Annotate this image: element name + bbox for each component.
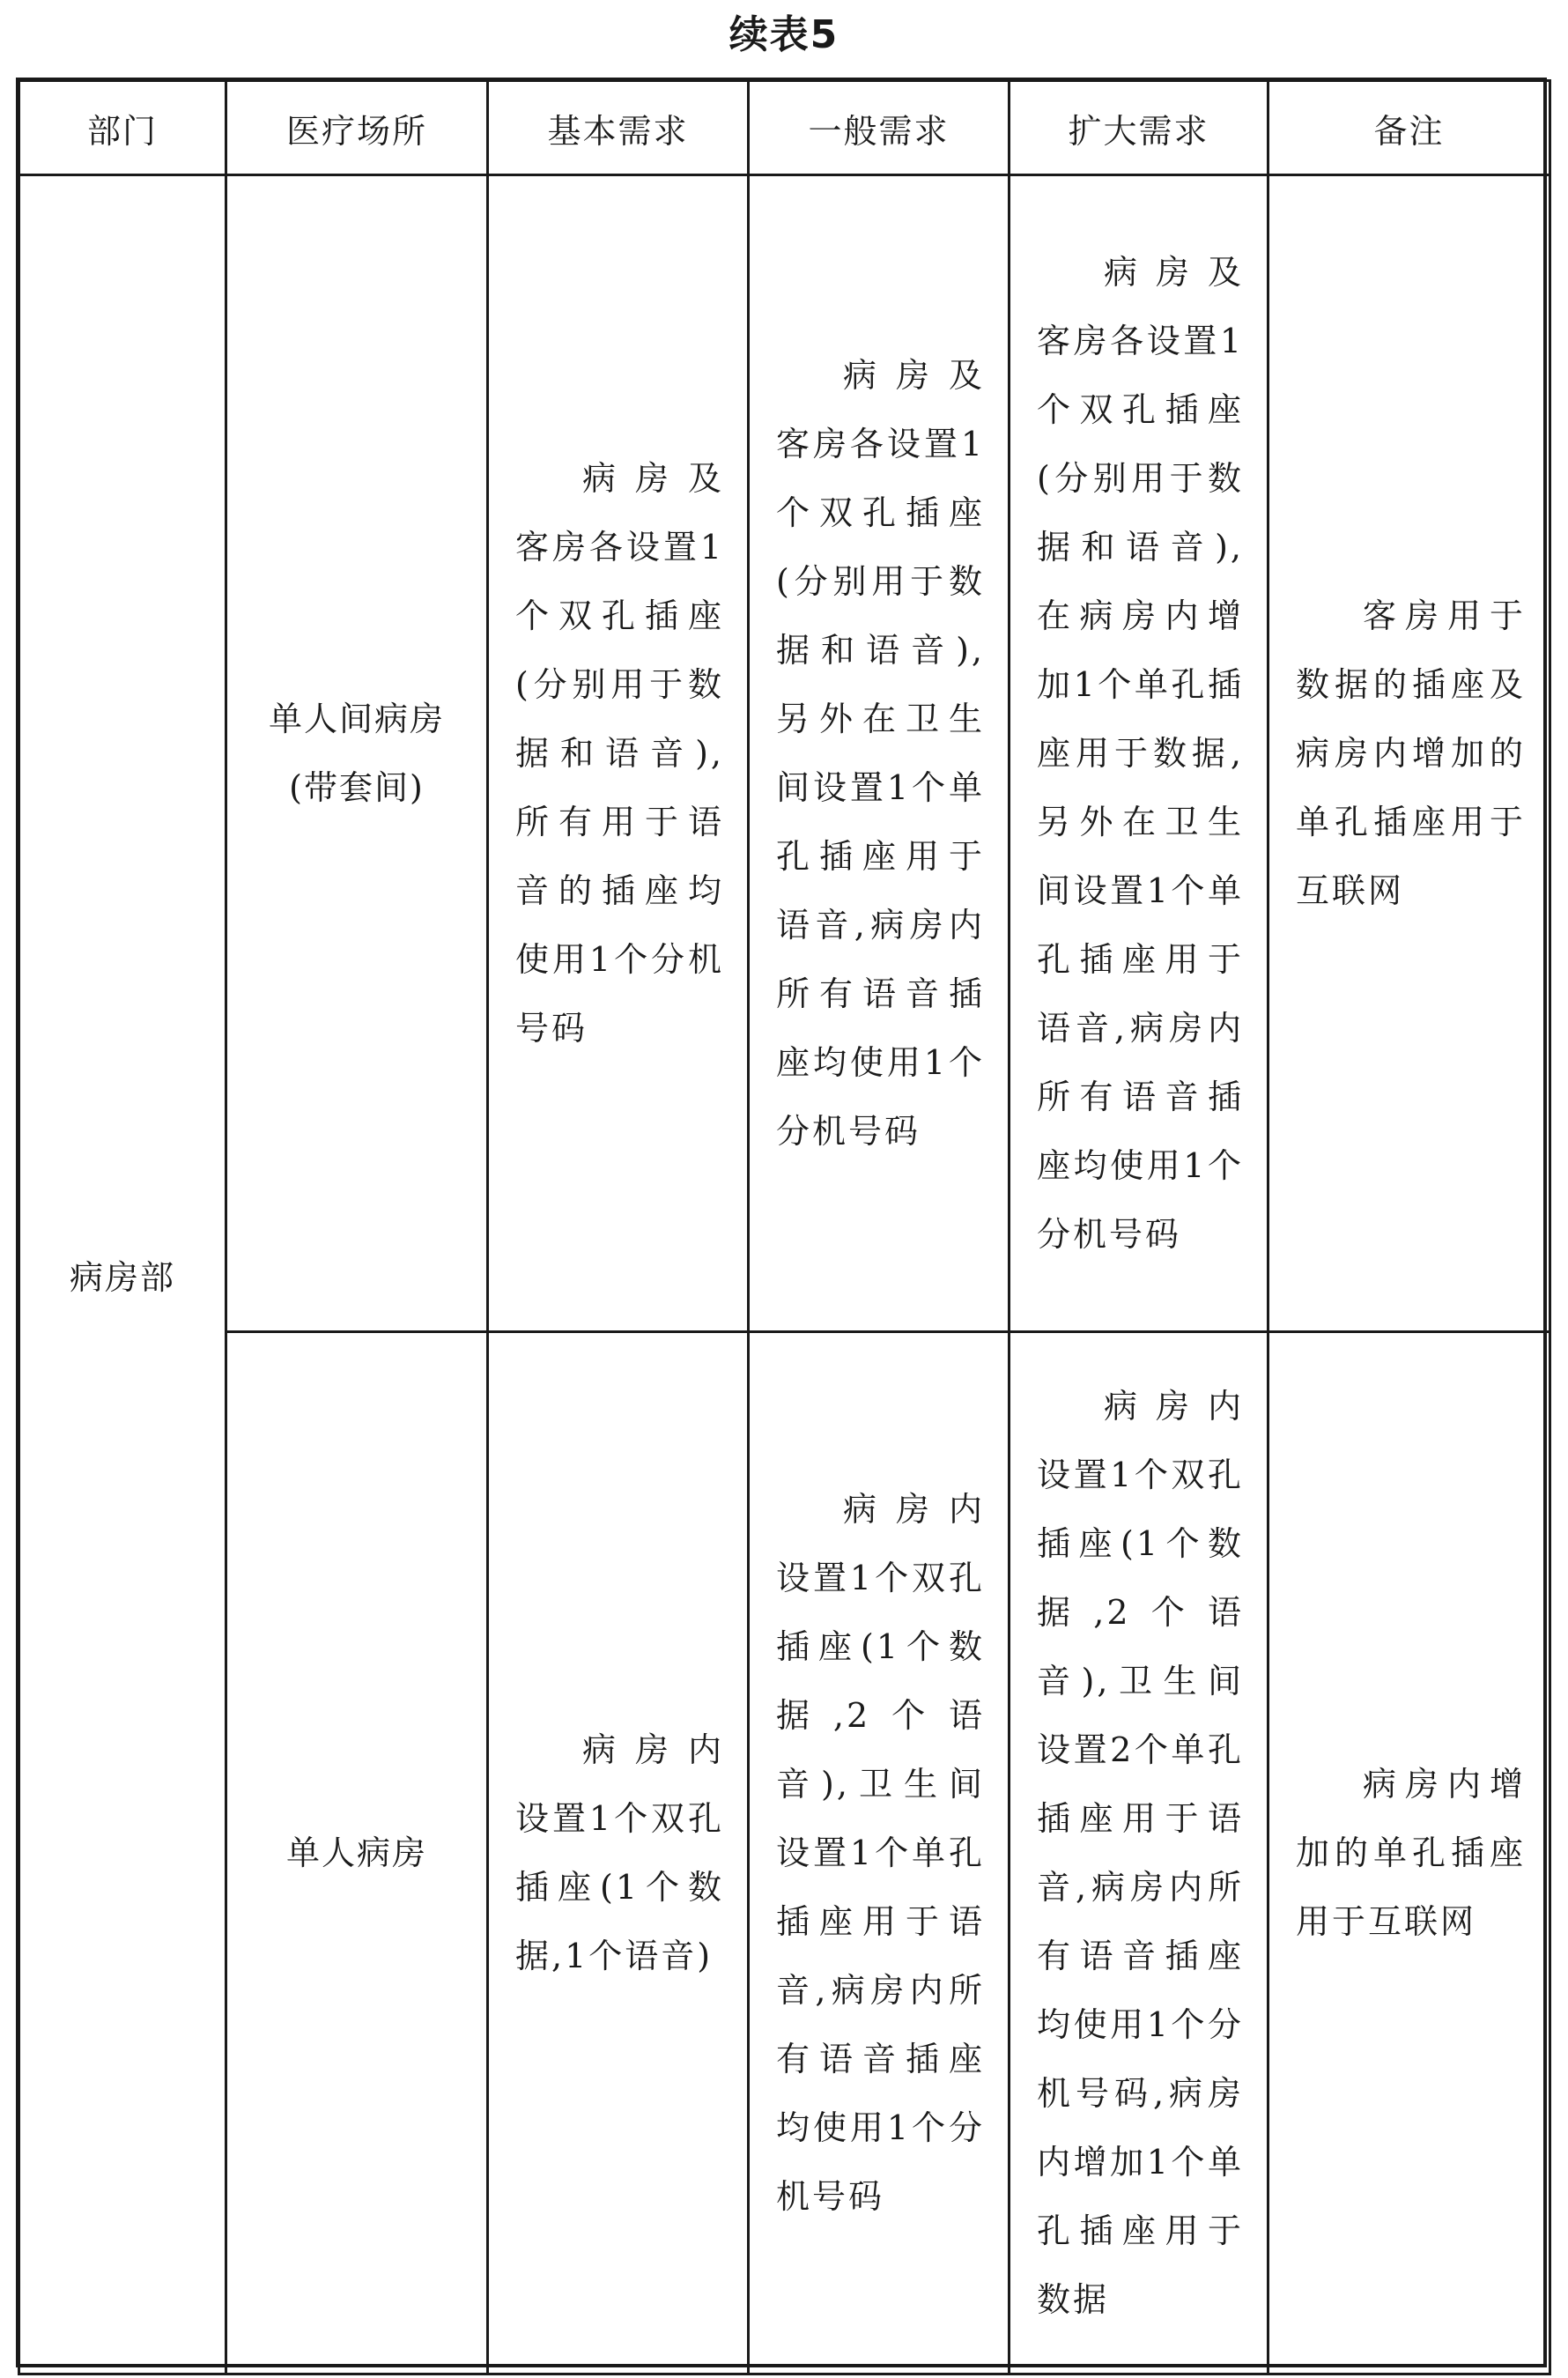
requirements-table	[18, 79, 1551, 2375]
location-cell	[226, 175, 488, 1332]
department-cell	[19, 175, 226, 2374]
remarks-cell: 病房内增加的单孔插座用于互联网	[1268, 1332, 1550, 2374]
header-extended: 扩大需求	[1010, 81, 1268, 175]
header-location: 医疗场所	[226, 81, 488, 175]
location-label: 单人间病房	[268, 700, 445, 738]
header-remarks: 备注	[1268, 81, 1550, 175]
table-title: 续表5	[729, 12, 839, 57]
table-row	[19, 175, 1550, 1332]
extended-requirement-cell: 病房及客房各设置1个双孔插座(分别用于数据和语音),在病房内增加1个单孔插座用于数据,另外在卫生间设置1个单孔插座用于语音,病房内所有语音插座均使用1个分机号码	[1010, 175, 1268, 1332]
table-row	[19, 1332, 1550, 2374]
basic-requirement-cell: 病房内设置1个双孔插座(1个数据,1个语音)	[488, 1332, 749, 2374]
department-label: 病房部	[69, 1258, 175, 1297]
general-requirement-cell: 病房及客房各设置1个双孔插座(分别用于数据和语音),另外在卫生间设置1个单孔插座用于语音,病房内所有语音插座均使用1个分机号码	[749, 175, 1010, 1332]
location-cell	[226, 1332, 488, 2374]
location-sublabel: (带套间)	[289, 768, 425, 807]
table-header-row	[19, 81, 1550, 175]
header-basic: 基本需求	[488, 81, 749, 175]
basic-requirement-cell: 病房及客房各设置1个双孔插座(分别用于数据和语音),所有用于语音的插座均使用1个分机号码	[488, 175, 749, 1332]
general-requirement-cell: 病房内设置1个双孔插座(1个数据,2个语音),卫生间设置1个单孔插座用于语音,病房内所有语音插座均使用1个分机号码	[749, 1332, 1010, 2374]
extended-requirement-cell: 病房内设置1个双孔插座(1个数据,2个语音),卫生间设置2个单孔插座用于语音,病房内所有语音插座均使用1个分机号码,病房内增加1个单孔插座用于数据	[1010, 1332, 1268, 2374]
header-department: 部门	[19, 81, 226, 175]
location-label: 单人病房	[285, 1834, 427, 1872]
remarks-cell: 客房用于数据的插座及病房内增加的单孔插座用于互联网	[1268, 175, 1550, 1332]
header-general: 一般需求	[749, 81, 1010, 175]
